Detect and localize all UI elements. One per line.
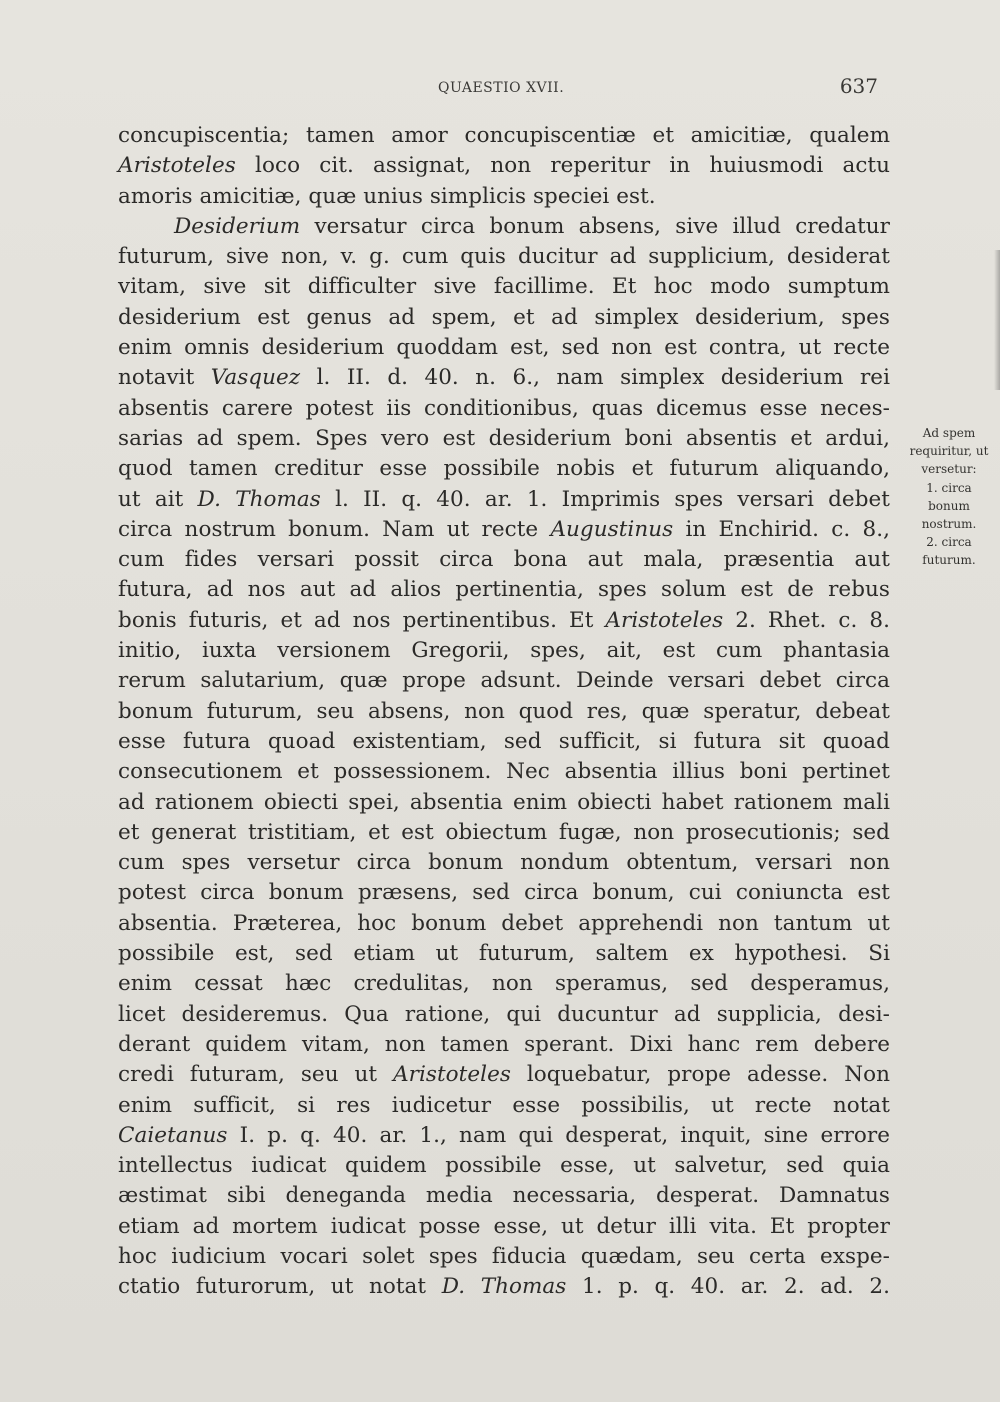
- text-segment: cum fides versari possit circa bona aut mala, præsentia aut: [118, 547, 890, 573]
- text-segment: I. p. q. 40. ar. 1., nam qui desperat, inquit, sine errore: [227, 1122, 890, 1148]
- text-line: [118, 666, 890, 696]
- italic-name: Aristoteles: [605, 607, 724, 633]
- text-line: [118, 394, 890, 424]
- text-segment: ad rationem obiecti spei, absentia enim obiecti habet rationem mali: [118, 789, 890, 815]
- italic-name: Desiderium: [174, 213, 301, 239]
- text-segment: l. II. d. 40. n. 6., nam simplex desiderium rei: [300, 365, 890, 391]
- text-segment: concupiscentia; tamen amor concupiscentiæ et amicitiæ, qualem: [118, 123, 890, 148]
- text-segment: hoc iudicium vocari solet spes fiducia quædam, seu certa exspe-: [118, 1243, 890, 1269]
- text-segment: circa nostrum bonum. Nam ut recte: [118, 516, 551, 542]
- marginal-note-line: 1. circa: [926, 480, 972, 495]
- text-segment: consecutionem et possessionem. Nec absentia illius boni pertinet: [118, 759, 890, 785]
- text-segment: 1. p. q. 40. ar. 2. ad. 2.: [566, 1274, 890, 1300]
- text-segment: derant quidem vitam, non tamen sperant. Dixi hanc rem debere: [118, 1031, 890, 1057]
- marginal-note-line: bonum: [928, 498, 970, 513]
- text-segment: absentia. Præterea, hoc bonum debet apprehendi non tantum ut: [118, 910, 890, 936]
- text-line: [118, 1030, 890, 1060]
- text-line: [118, 242, 890, 272]
- text-line: [118, 1060, 890, 1090]
- text-segment: notavit: [118, 365, 211, 391]
- text-segment: etiam ad mortem iudicat posse esse, ut detur illi vita. Et propter: [118, 1213, 890, 1239]
- text-segment: et generat tristitiam, et est obiectum fugæ, non prosecutionis; sed: [118, 819, 890, 845]
- text-segment: desiderium est genus ad spem, et ad simplex desiderium, spes: [118, 304, 890, 330]
- text-line: [118, 969, 890, 999]
- text-segment: versatur circa bonum absens, sive illud credatur: [300, 213, 890, 239]
- text-line: [118, 909, 890, 939]
- text-segment: loquebatur, prope adesse. Non: [510, 1062, 890, 1088]
- text-segment: enim sufficit, si res iudicetur esse possibilis, ut recte notat: [118, 1092, 890, 1118]
- italic-name: Caietanus: [118, 1122, 228, 1148]
- italic-name: D. Thomas: [441, 1274, 567, 1300]
- text-segment: 2. Rhet. c. 8.: [723, 607, 890, 633]
- text-segment: l. II. q. 40. ar. 1. Imprimis spes versari debet: [320, 486, 890, 512]
- text-line: [118, 151, 890, 181]
- text-line: [118, 515, 890, 545]
- running-title: QUAESTIO XVII.: [438, 80, 565, 96]
- marginal-note-line: nostrum.: [921, 517, 977, 532]
- text-segment: possibile est, sed etiam ut futurum, saltem ex hypothesi. Si: [118, 941, 890, 967]
- text-segment: absentis carere potest iis conditionibus, quas dicemus esse neces-: [118, 395, 890, 421]
- text-line: [118, 333, 890, 363]
- page-number: 637: [839, 74, 878, 98]
- text-line: [118, 1151, 890, 1181]
- text-line: [118, 1212, 890, 1242]
- text-segment: in Enchirid. c. 8.,: [673, 516, 890, 542]
- text-line: [118, 818, 890, 848]
- text-line: [118, 1000, 890, 1030]
- text-segment: futurum, sive non, v. g. cum quis ducitur ad supplicium, desiderat: [118, 244, 890, 270]
- text-segment: quod tamen creditur esse possibile nobis et futurum aliquando,: [118, 456, 890, 482]
- text-segment: enim omnis desiderium quoddam est, sed non est contra, ut recte: [118, 335, 890, 361]
- text-line: [118, 878, 890, 908]
- text-line: [118, 545, 890, 575]
- text-segment: licet desideremus. Qua ratione, qui ducuntur ad supplicia, desi-: [118, 1001, 890, 1027]
- text-segment: rerum salutarium, quæ prope adsunt. Deinde versari debet circa: [118, 668, 890, 694]
- text-segment: cum spes versetur circa bonum nondum obtentum, versari non: [118, 850, 890, 876]
- scan-edge-shadow: [994, 250, 1000, 390]
- text-segment: æstimat sibi deneganda media necessaria, desperat. Damnatus: [118, 1183, 890, 1209]
- text-line: [118, 1091, 890, 1121]
- text-line: [118, 1181, 890, 1211]
- text-line: [118, 363, 890, 393]
- text-line: [118, 182, 890, 212]
- text-segment: loco cit. assignat, non reperitur in huiusmodi actu: [235, 153, 890, 179]
- text-line: [118, 1272, 890, 1302]
- italic-name: Aristoteles: [118, 153, 236, 179]
- marginal-note-line: requiritur, ut: [909, 444, 989, 459]
- running-head: [118, 74, 888, 104]
- text-segment: sarias ad spem. Spes vero est desiderium boni absentis et ardui,: [118, 425, 890, 451]
- text-segment: esse futura quoad existentiam, sed sufficit, si futura sit quoad: [118, 728, 890, 754]
- text-line: [118, 303, 890, 333]
- text-segment: potest circa bonum præsens, sed circa bonum, cui coniuncta est: [118, 880, 890, 906]
- text-segment: bonum futurum, seu absens, non quod res, quæ speratur, debeat: [118, 698, 890, 724]
- text-line: [118, 485, 890, 515]
- italic-name: Vasquez: [210, 365, 301, 391]
- italic-name: Augustinus: [550, 516, 674, 542]
- text-line: [118, 272, 890, 302]
- marginal-note-line: futurum.: [922, 553, 976, 568]
- text-segment: intellectus iudicat quidem possibile esse, ut salvetur, sed quia: [118, 1153, 890, 1179]
- text-line: [118, 121, 890, 151]
- text-line: [118, 788, 890, 818]
- text-segment: ctatio futurorum, ut notat: [118, 1274, 442, 1300]
- italic-name: Aristoteles: [393, 1062, 511, 1088]
- text-line: [118, 454, 890, 484]
- text-segment: vitam, sive sit difficulter sive facillime. Et hoc modo sumptum: [118, 274, 890, 300]
- text-line: [118, 697, 890, 727]
- text-line: [118, 424, 890, 454]
- text-line: [118, 575, 890, 605]
- text-line: [118, 212, 890, 242]
- italic-name: D. Thomas: [197, 486, 321, 512]
- text-segment: futura, ad nos aut ad alios pertinentia, spes solum est de rebus: [118, 577, 890, 603]
- text-line: [118, 606, 890, 636]
- text-line: [118, 636, 890, 666]
- marginal-note: [904, 424, 994, 570]
- text-segment: enim cessat hæc credulitas, non speramus, sed desperamus,: [118, 971, 890, 997]
- text-line: [118, 757, 890, 787]
- marginal-note-line: 2. circa: [926, 535, 972, 550]
- marginal-note-line: Ad spem: [922, 426, 976, 440]
- text-segment: initio, iuxta versionem Gregorii, spes, ait, est cum phantasia: [118, 638, 890, 664]
- body-text: [118, 121, 890, 1303]
- marginal-note-line: versetur:: [921, 462, 977, 477]
- text-segment: bonis futuris, et ad nos pertinentibus. Et: [118, 607, 606, 633]
- text-line: [118, 939, 890, 969]
- text-line: [118, 1121, 890, 1151]
- text-segment: credi futuram, seu ut: [118, 1062, 394, 1088]
- text-segment: amoris amicitiæ, quæ unius simplicis speciei est.: [118, 183, 656, 209]
- text-line: [118, 1242, 890, 1272]
- text-line: [118, 848, 890, 878]
- text-line: [118, 727, 890, 757]
- text-segment: ut ait: [118, 486, 198, 512]
